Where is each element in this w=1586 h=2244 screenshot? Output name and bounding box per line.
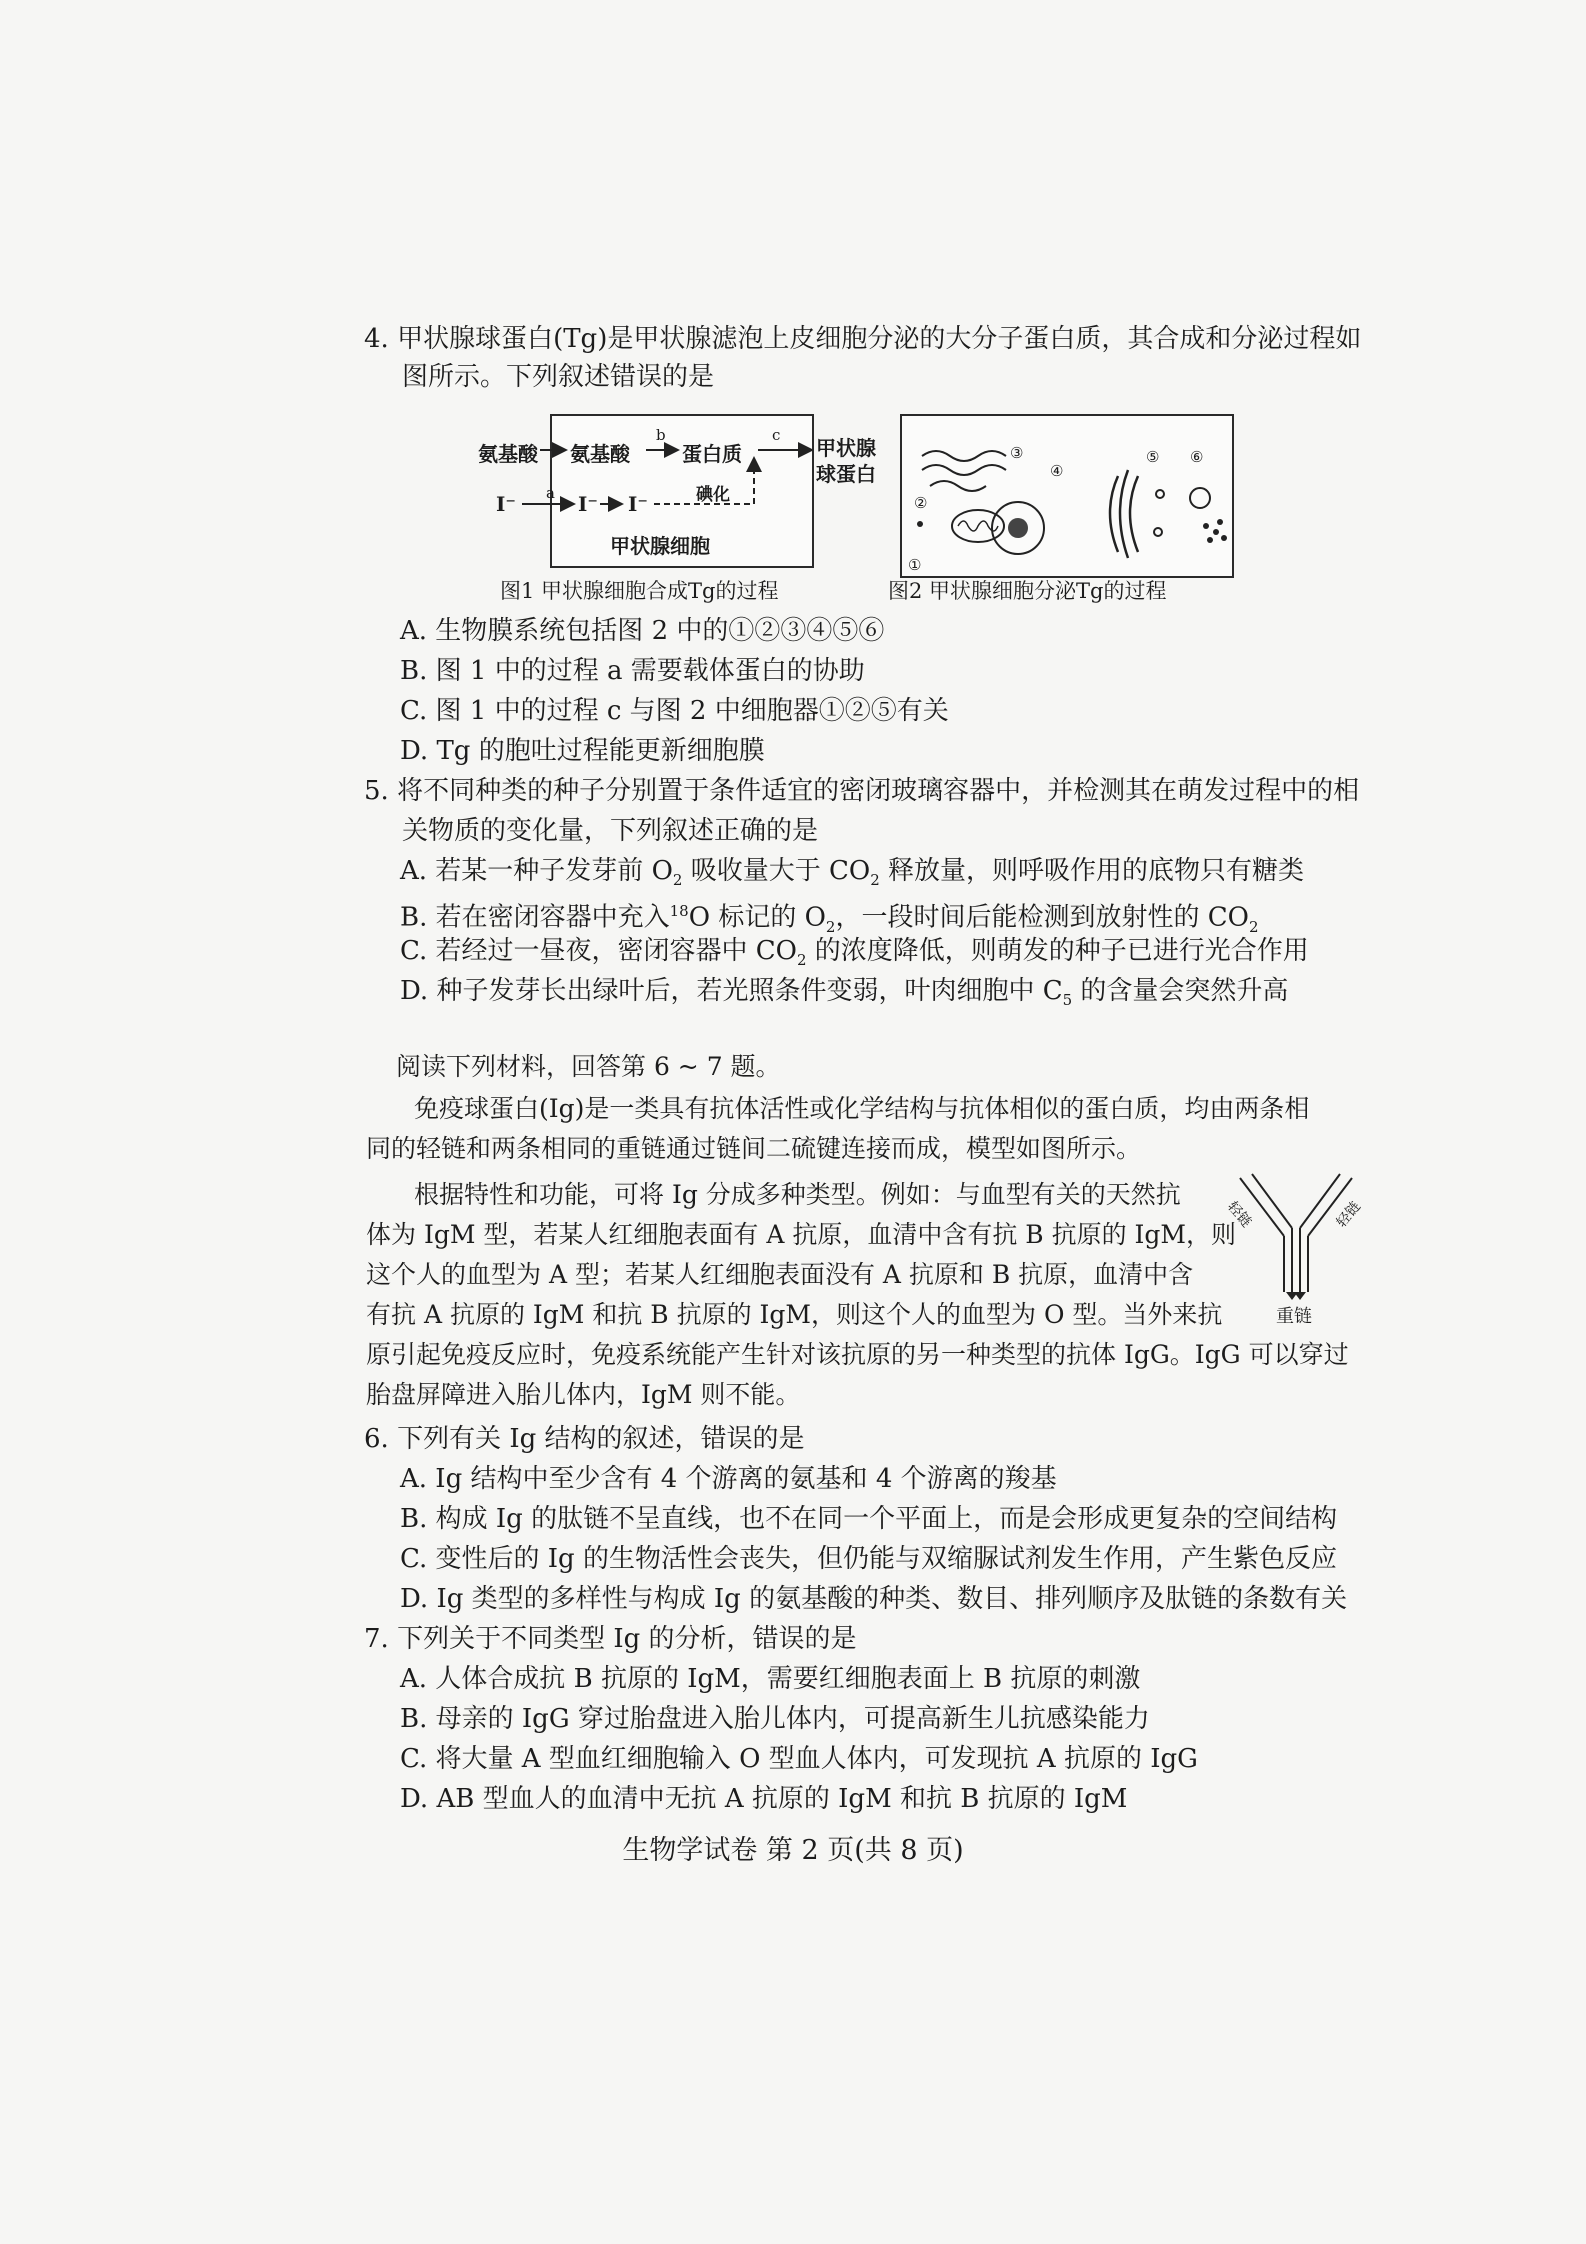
- fig2-label-2: ②: [914, 494, 928, 512]
- q5-stem-line2: 关物质的变化量，下列叙述正确的是: [402, 816, 819, 846]
- fig1-protein: 蛋白质: [682, 442, 742, 466]
- fig2-label-1: ①: [908, 556, 922, 574]
- material-intro: 阅读下列材料，回答第 6 ~ 7 题。: [396, 1052, 781, 1081]
- fig1-arrow-a: a: [546, 484, 555, 502]
- q4-stem-line2: 图所示。下列叙述错误的是: [402, 362, 715, 392]
- q5-option-c: C. 若经过一昼夜，密闭容器中 $CO_2$ 的浓度降低，则萌发的种子已进行光合作用: [400, 936, 1309, 970]
- q4-stem-line1: 4. 甲状腺球蛋白(Tg)是甲状腺滤泡上皮细胞分泌的大分子蛋白质，其合成和分泌过程如: [364, 324, 1362, 354]
- fig1-amino-acid-inside: 氨基酸: [570, 442, 630, 466]
- fig1-tg-label-1: 甲状腺: [816, 436, 876, 460]
- q5-option-b: B. 若在密闭容器中充入$^{18}$O 标记的 $O_2$，一段时间后能检测到放射性的 $CO_2$: [400, 902, 1259, 936]
- q7-stem: 7. 下列关于不同类型 Ig 的分析，错误的是: [364, 1624, 857, 1654]
- q5-option-d: D. 种子发芽长出绿叶后，若光照条件变弱，叶肉细胞中 $C_5$ 的含量会突然升高: [400, 976, 1289, 1010]
- q4-option-c: C. 图 1 中的过程 c 与图 2 中细胞器①②⑤有关: [400, 696, 949, 726]
- fig2-label-5: ⑤: [1146, 448, 1160, 466]
- fig2-label-4: ④: [1050, 462, 1064, 480]
- q6-stem: 6. 下列有关 Ig 结构的叙述，错误的是: [364, 1424, 805, 1454]
- q5-option-a: A. 若某一种子发芽前 $O_2$ 吸收量大于 $CO_2$ 释放量，则呼吸作用的底物只有糖类: [400, 856, 1304, 890]
- figure-2: [900, 414, 1234, 578]
- fig1-cell-label: 甲状腺细胞: [610, 534, 710, 558]
- ig-light-chain-right: 轻链: [1333, 1198, 1364, 1231]
- fig1-arrow-b: b: [656, 426, 666, 444]
- fig2-caption: 图2 甲状腺细胞分泌Tg的过程: [888, 579, 1167, 603]
- figure-1: [470, 412, 890, 582]
- ig-heavy-chain: 重链: [1276, 1306, 1312, 1327]
- q7-option-d: D. AB 型血人的血清中无抗 A 抗原的 IgM 和抗 B 抗原的 IgM: [400, 1784, 1128, 1814]
- ig-light-chain-left: 轻链: [1224, 1198, 1255, 1231]
- q6-option-b: B. 构成 Ig 的肽链不呈直线，也不在同一个平面上，而是会形成更复杂的空间结构: [400, 1504, 1338, 1534]
- q4-option-a: A. 生物膜系统包括图 2 中的①②③④⑤⑥: [400, 616, 885, 646]
- q7-option-a: A. 人体合成抗 B 抗原的 IgM，需要红细胞表面上 B 抗原的刺激: [400, 1664, 1141, 1694]
- q6-option-c: C. 变性后的 Ig 的生物活性会丧失，但仍能与双缩脲试剂发生作用，产生紫色反应: [400, 1544, 1337, 1574]
- fig1-arrow-c: c: [772, 426, 781, 444]
- fig2-label-3: ③: [1010, 444, 1024, 462]
- fig1-amino-acid: 氨基酸: [478, 442, 538, 466]
- fig1-iodination: 碘化: [696, 485, 730, 505]
- q4-option-d: D. Tg 的胞吐过程能更新细胞膜: [400, 736, 765, 766]
- fig1-tg-label-2: 球蛋白: [816, 462, 876, 486]
- material-p2-line2: 体为 IgM 型，若某人红细胞表面有 A 抗原，血清中含有抗 B 抗原的 IgM，则: [366, 1220, 1237, 1249]
- ig-model-figure: [1224, 1172, 1366, 1327]
- q6-option-d: D. Ig 类型的多样性与构成 Ig 的氨基酸的种类、数目、排列顺序及肽链的条数有关: [400, 1584, 1348, 1614]
- fig1-iodide: I⁻: [496, 492, 516, 516]
- material-p1-line1: 免疫球蛋白(Ig)是一类具有抗体活性或化学结构与抗体相似的蛋白质，均由两条相: [414, 1094, 1310, 1123]
- q5-stem-line1: 5. 将不同种类的种子分别置于条件适宜的密闭玻璃容器中，并检测其在萌发过程中的相: [364, 776, 1360, 806]
- material-p1-line2: 同的轻链和两条相同的重链通过链间二硫键连接而成，模型如图所示。: [366, 1134, 1142, 1163]
- fig1-caption: 图1 甲状腺细胞合成Tg的过程: [500, 579, 779, 603]
- material-p2-line5: 原引起免疫反应时，免疫系统能产生针对该抗原的另一种类型的抗体 IgG。IgG 可以穿过: [366, 1340, 1349, 1369]
- material-p2-line6: 胎盘屏障进入胎儿体内，IgM 则不能。: [366, 1380, 801, 1409]
- ig-y-shape: [1226, 1172, 1366, 1322]
- page-footer: 生物学试卷 第 2 页(共 8 页): [622, 1835, 964, 1866]
- q7-option-b: B. 母亲的 IgG 穿过胎盘进入胎儿体内，可提高新生儿抗感染能力: [400, 1704, 1150, 1734]
- q4-option-b: B. 图 1 中的过程 a 需要载体蛋白的协助: [400, 656, 865, 686]
- cell-organelles: [900, 414, 1234, 578]
- fig1-iodide-2: I⁻: [578, 492, 598, 516]
- fig1-iodide-3: I⁻: [628, 492, 648, 516]
- fig2-label-6: ⑥: [1190, 448, 1204, 466]
- material-p2-line4: 有抗 A 抗原的 IgM 和抗 B 抗原的 IgM，则这个人的血型为 O 型。当外来抗: [366, 1300, 1223, 1329]
- material-p2-line1: 根据特性和功能，可将 Ig 分成多种类型。例如：与血型有关的天然抗: [414, 1180, 1181, 1209]
- material-p2-line3: 这个人的血型为 A 型；若某人红细胞表面没有 A 抗原和 B 抗原，血清中含: [366, 1260, 1194, 1289]
- q7-option-c: C. 将大量 A 型血红细胞输入 O 型血人体内，可发现抗 A 抗原的 IgG: [400, 1744, 1198, 1774]
- q6-option-a: A. Ig 结构中至少含有 4 个游离的氨基和 4 个游离的羧基: [400, 1464, 1057, 1494]
